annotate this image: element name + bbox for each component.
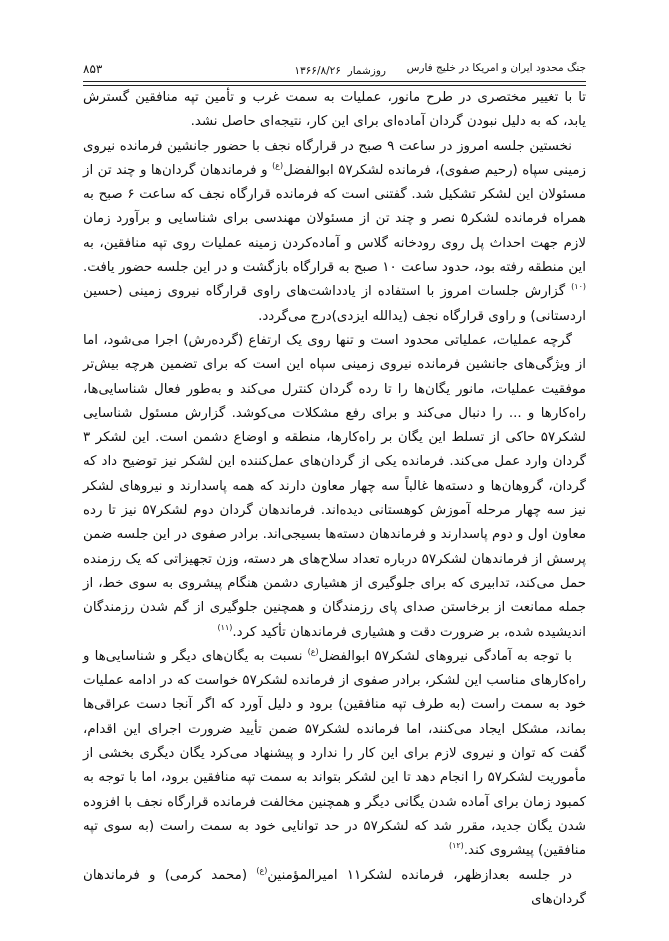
page-number: ۸۵۳ bbox=[83, 62, 103, 76]
paragraph bbox=[83, 135, 586, 329]
paragraph-text: در جلسه بعدازظهر، فرمانده لشکر۱۱ امیرالمؤمنین bbox=[267, 867, 572, 883]
paragraph bbox=[83, 329, 586, 645]
paragraph bbox=[83, 864, 586, 913]
paragraph bbox=[83, 86, 586, 135]
page-body bbox=[83, 86, 586, 912]
book-title: جنگ محدود ایران و امریکا در خلیج فارس bbox=[406, 62, 586, 74]
paragraph-text: (محمد کرمی) و فرماندهان گردان‌های bbox=[83, 867, 586, 907]
honorific-superscript: (ع) bbox=[272, 160, 284, 170]
paragraph-text: نخستین جلسه امروز در ساعت ۹ صبح در قرارگاه نجف با حضور جانشین فرمانده نیروی زمینی سپاه (رحیم صفوی)، فرمانده لشکر۵۷ ابوالفضل bbox=[83, 138, 586, 178]
honorific-superscript: (ع) bbox=[256, 865, 268, 875]
footnote-ref[interactable]: (۱۰) bbox=[571, 282, 586, 292]
paragraph bbox=[83, 645, 586, 864]
paragraph-text: با توجه به آمادگی نیروهای لشکر۵۷ ابوالفضل bbox=[318, 648, 573, 664]
running-header bbox=[83, 62, 586, 80]
paragraph-text: نسبت به یگان‌های دیگر و شناسایی‌ها و راه‌کارهای مناسب این لشکر، برادر صفوی از فرمانده لشکر۵۷ خواست که در ادامه عملیات خود به سمت راست (به طرف تپه منافقین) برود و دلیل آورد که اگر آنجا دست عراقی‌ها بماند، مشکل ایجاد می‌کنند، اما فرمانده لشکر۵۷ ضمن تأیید ضرورت اجرای این اقدام، گفت که توان و نیروی لازم برای این کار را ندارد و پیشنهاد می‌کرد یگان دیگری بخشی از مأموریت لشکر۵۷ را انجام دهد تا این لشکر بتواند به سمت تپه منافقین برود، اما با توجه به کمبود زمان برای آماده شدن یگانی دیگر و همچنین مخالفت فرمانده قرارگاه نجف با افزوده شدن یگان جدید، مقرر شد که لشکر۵۷ در حد توانایی خود به سمت راست (به سوی تپه منافقین) پیشروی کند. bbox=[83, 648, 586, 859]
honorific-superscript: (ع) bbox=[307, 646, 319, 656]
paragraph-text: و فرماندهان گردان‌ها و چند تن از مسئولان این لشکر تشکیل شد. گفتنی است که فرمانده قرارگاه نجف که ساعت ۶ صبح به همراه فرمانده لشکر۵ نصر و چند تن از مسئولان مهندسی برای شناسایی و برآورد زمان لازم جهت احداث پل روی رودخانه گلاس و آماده‌کردن زمینه عملیات روی تپه منافقین، به این منطقه رفته بود، حدود ساعت ۱۰ صبح به قرارگاه بازگشت و در این جلسه حضور یافت. bbox=[83, 162, 586, 276]
diary-label: روزشمار bbox=[347, 65, 386, 77]
footnote-ref[interactable]: (۱۲) bbox=[448, 841, 464, 851]
date: ۱۳۶۶/۸/۲۶ bbox=[294, 65, 341, 77]
paragraph-text: تا با تغییر مختصری در طرح مانور، عملیات به سمت غرب و تأمین تپه منافقین گسترش یابد، که به دلیل نبودن گردان آماده‌ای برای این کار، نتیجه‌ای حاصل نشد. bbox=[83, 90, 586, 130]
paragraph-text: گرچه عملیات، عملیاتی محدود است و تنها روی یک ارتفاع (گرده‌رش) اجرا می‌شود، اما از ویژگی‌های جانشین فرمانده نیروی زمینی سپاه این است که برای تضمین هرچه بیش‌تر موفقیت عملیات، مانور یگان‌ها را تا رده گردان کنترل می‌کند و به‌طور فعال شناسایی‌ها، راه‌کارها و ... را دنبال می‌کند و برای رفع مشکلات می‌کوشد. گزارش مسئول شناسایی لشکر۵۷ حاکی از تسلط این یگان بر راه‌کارها، منطقه و اوضاع دشمن است. این لشکر ۳ گردان وارد عمل می‌کند. فرمانده یکی از گردان‌های عمل‌کننده این لشکر نیز توضیح داد که گردان، گروهان‌ها و دسته‌ها غالباً سه چهار معاون دارند که همه پاسدارند و نیروهای لشکر نیز سه چهار مرحله آموزش کوهستانی دیده‌اند. فرماندهان گردان دوم لشکر۵۷ نیز تا رده معاون اول و دوم پاسدارند و فرماندهان دسته‌ها بسیجی‌اند. برادر صفوی در این جلسه ضمن پرسش از فرماندهان لشکر۵۷ درباره تعداد سلاح‌های هر دسته، وزن تجهیزاتی که یک رزمنده حمل می‌کند، تدابیری که برای جلوگیری از هشیاری دشمن هنگام پیشروی به سوی خط، از جمله ممانعت از برخاستن صدای پای رزمندگان و همچنین جلوگیری از گم شدن رزمندگان اندیشیده شده، بر ضرورت دقت و هشیاری فرماندهان تأکید کرد. bbox=[83, 332, 586, 640]
footnote-ref[interactable]: (۱۱) bbox=[217, 622, 233, 632]
paragraph-text: گزارش جلسات امروز با استفاده از یادداشت‌های راوی قرارگاه نیروی زمینی (حسین اردستانی) و راوی قرارگاه نجف (یدالله ایزدی)درج می‌گردد. bbox=[83, 284, 586, 324]
diary-date bbox=[294, 65, 386, 77]
